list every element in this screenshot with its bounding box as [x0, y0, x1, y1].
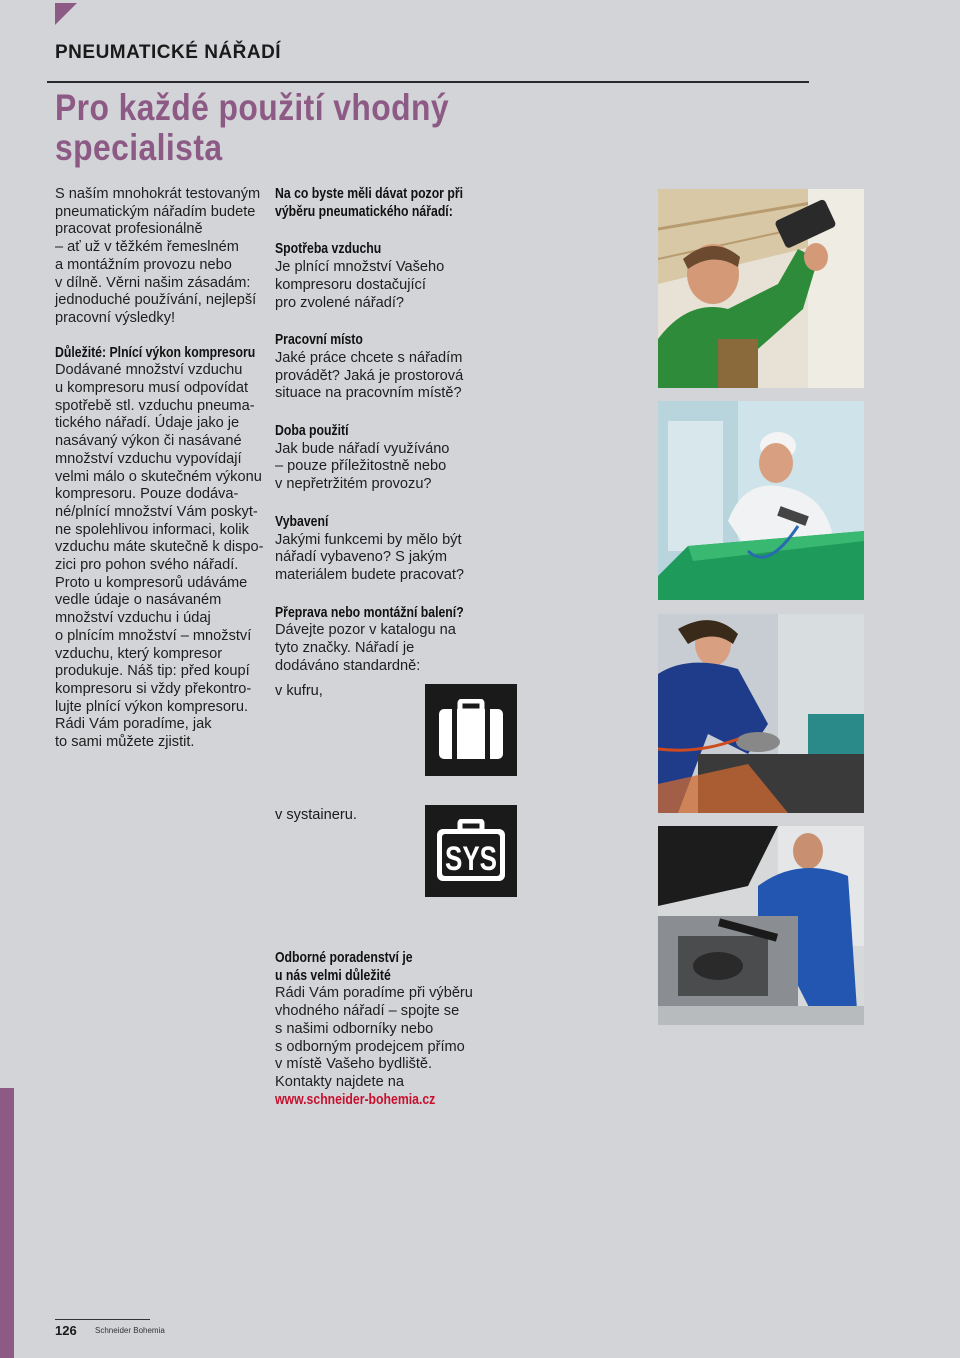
intro-line: pracovat profesionálně: [55, 221, 203, 238]
footer-divider: [55, 1319, 150, 1320]
important-line: lujte plnící výkon kompresoru.: [55, 698, 249, 715]
intro-paragraph: [55, 186, 267, 328]
intro-line: jednoduché používání, nejlepší: [55, 292, 257, 309]
section-line: provádět? Jaká je prostorová: [275, 367, 464, 384]
systainer-icon: [425, 805, 517, 897]
important-line: kompresoru si vždy překontro-: [55, 680, 252, 697]
intro-line: S naším mnohokrát testovaným: [55, 186, 261, 202]
checklist-column: [275, 186, 480, 675]
section-line: Jak bude nářadí využíváno: [275, 440, 450, 457]
intro-column: [55, 186, 267, 752]
advice-line: s našimi odborníky nebo: [275, 1020, 434, 1037]
section-line: kompresoru dostačující: [275, 276, 426, 293]
important-line: velmi málo o skutečném výkonu: [55, 468, 262, 485]
important-line: zici pro pohon svého nářadí.: [55, 557, 239, 574]
section-line: Je plnící množství Vašeho: [275, 259, 445, 276]
section-line: situace na pracovním místě?: [275, 385, 462, 402]
advice-line: vhodného nářadí – spojte se: [275, 1003, 460, 1020]
photo-stapler-ceiling: [658, 189, 864, 388]
section-heading-usage-time: Doba použití: [275, 423, 349, 440]
important-line: Rádi Vám poradíme, jak: [55, 716, 212, 733]
page-title-line-2: specialista: [55, 127, 223, 168]
important-line: o plnícím množství – množství: [55, 627, 252, 644]
important-paragraph: [55, 362, 267, 751]
section-line: dodáváno standardně:: [275, 657, 421, 674]
page-title: [55, 88, 459, 168]
website-link[interactable]: www.schneider-bohemia.cz: [275, 1091, 436, 1108]
section-heading-transport: Přeprava nebo montážní balení?: [275, 604, 464, 621]
section-line: tyto značky. Nářadí je: [275, 640, 415, 657]
important-line: né/plnící množství Vám poskyt-: [55, 503, 258, 520]
advice-line: v místě Vašeho bydliště.: [275, 1056, 433, 1073]
important-heading: Důležité: Plnící výkon kompresoru: [55, 344, 256, 361]
important-line: produkuje. Náš tip: před koupí: [55, 663, 250, 680]
section-line: materiálem budete pracovat?: [275, 566, 465, 583]
important-line: množství vzduchu vypovídají: [55, 450, 242, 467]
photo-car-engine: [658, 826, 864, 1025]
advice-line: s odborným prodejcem přímo: [275, 1038, 465, 1055]
important-line: kompresoru. Pouze dodáva-: [55, 486, 239, 503]
section-line: Jakými funkcemi by mělo být: [275, 531, 462, 548]
section-heading-air-consumption: Spotřeba vzduchu: [275, 241, 382, 258]
important-line: ne spolehlivou informaci, kolik: [55, 521, 249, 538]
systainer-icon-text: SYS: [445, 840, 497, 878]
advice-line: Rádi Vám poradíme při výběru: [275, 985, 473, 1002]
advice-heading-line: Odborné poradenství je: [275, 950, 413, 966]
question-heading-line: výběru pneumatického nářadí:: [275, 203, 453, 220]
advice-block: [275, 950, 480, 1109]
section-heading-equipment: Vybavení: [275, 513, 329, 530]
intro-line: a montážním provozu nebo: [55, 256, 232, 273]
photo-angle-grinder: [658, 614, 864, 813]
section-label: PNEUMATICKÉ NÁŘADÍ: [55, 42, 282, 63]
systainer-label: v systaineru.: [275, 807, 357, 823]
important-line: spotřebě stl. vzduchu pneuma-: [55, 397, 255, 414]
important-line: u kompresoru musí odpovídat: [55, 380, 249, 397]
section-line: nářadí vybaveno? S jakým: [275, 549, 447, 566]
intro-line: v dílně. Věrni našim zásadám:: [55, 274, 251, 291]
important-line: Dodávané množství vzduchu: [55, 362, 243, 379]
section-heading-workplace: Pracovní místo: [275, 332, 363, 349]
important-line: vzduchu máte skutečně k dispo-: [55, 539, 264, 556]
intro-line: pneumatickým nářadím budete: [55, 203, 256, 220]
page-number: 126: [55, 1323, 77, 1338]
question-heading-line: Na co byste měli dávat pozor při: [275, 186, 464, 202]
page-title-line-1: Pro každé použití vhodný: [55, 87, 449, 128]
important-line: Proto u kompresorů udáváme: [55, 574, 248, 591]
important-line: vzduchu, který kompresor: [55, 645, 223, 662]
section-line: v nepřetržitém provozu?: [275, 476, 432, 493]
section-line: Dávejte pozor v katalogu na: [275, 622, 456, 639]
section-line: pro zvolené nářadí?: [275, 294, 404, 311]
important-line: vedle údaje o nasávaném: [55, 592, 222, 609]
intro-line: – ať už v těžkém řemeslném: [55, 239, 239, 256]
photo-spray-painting: [658, 401, 864, 600]
advice-line: Kontakty najdete na: [275, 1073, 405, 1090]
important-line: množství vzduchu i údaj: [55, 610, 211, 627]
intro-line: pracovní výsledky!: [55, 309, 176, 326]
section-line: – pouze příležitostně nebo: [275, 458, 447, 475]
important-line: tického nářadí. Údaje jako je: [55, 415, 240, 432]
case-label: v kufru,: [275, 683, 323, 699]
important-line: nasávaný výkon či nasávané: [55, 433, 242, 450]
advice-heading-line: u nás velmi důležité: [275, 967, 391, 984]
footer-brand: Schneider Bohemia: [95, 1326, 165, 1335]
header-divider: [47, 81, 809, 83]
important-line: to sami můžete zjistit.: [55, 734, 195, 751]
section-line: Jaké práce chcete s nářadím: [275, 349, 463, 366]
case-icon: [425, 684, 517, 776]
side-accent-bar: [0, 1088, 14, 1358]
corner-triangle-decoration: [55, 3, 77, 25]
